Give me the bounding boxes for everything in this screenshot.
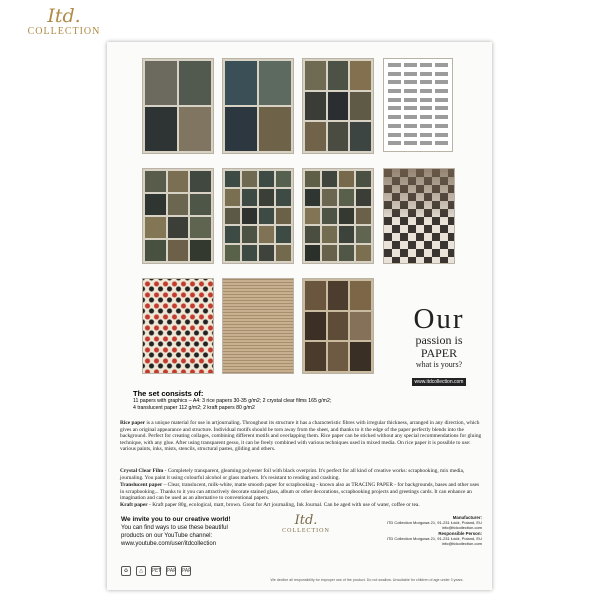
paper-thumb-1: [142, 58, 214, 154]
tagline-url[interactable]: www.itdcollection.com: [412, 378, 467, 386]
paper-thumb-5: [142, 168, 214, 264]
paper-thumb-words: [383, 58, 453, 152]
manufacturer-label: Manufacturer:: [452, 515, 482, 520]
set-line-1: 11 papers with graphics – A4: 3 rice papers 30-35 g/m2; 2 crystal clear films 165 g/m2;: [133, 398, 332, 404]
paper-thumb-checker: [383, 168, 455, 264]
responsible-label: Responsible Person:: [438, 530, 482, 536]
tagline-question: what is yours?: [415, 360, 463, 369]
disclaimer: We decline all responsibility for improper use of the product. Do not swallow. Unsuitable for children of age under 3 years.: [270, 578, 464, 582]
desc-kraft-title: Kraft paper: [120, 502, 148, 508]
desc-translucent-text: – Clear, translucent, milk-white, matte smooth paper for scrapbooking - known also as TRACING PAPER - for backgrounds, bases and other uses in scrapbooking... Thanks to it you can attractively decorate stained glass, album or other decorations, scrapbooking projects and greetings cards. It can enhance an imagination and can be used as an alternative to conventional papers.: [120, 482, 480, 502]
desc-kraft: [120, 502, 482, 509]
brand-word: COLLECTION: [27, 26, 101, 37]
paper-thumb-cards: [142, 278, 214, 374]
manufacturer-email[interactable]: info@itdcollection.com: [441, 525, 482, 531]
tagline-passion: passion is PAPER: [415, 333, 463, 360]
desc-rice-text: is a unique material for use in artjournaling. Throughout its structure it has a characteristic fibres with irregular thickness, arranged in any direction, which gives an original appearance and structure. Individual motifs should be torn away from the sheet, and thanks to it the edge of the paper perfectly blends into the background. Perfect for creating collages, combining different motifs and overlapping them. Rice paper can be sticked without any special recommendations for gluing technique, with any glue. After using transparent gesso, it can be freely combined with various techniques used in mixed media. On rice paper it is possible to use: various paints, inks, mists, stencils, structural pastes, gilding and others.: [120, 420, 482, 453]
desc-kraft-text: - Kraft paper 80g, ecological, matt, brown. Great for Art journaling, Ink Journal. Can be aged with use of water, coffee or tea.: [147, 502, 420, 508]
desc-crystal: [120, 468, 482, 481]
paper-thumb-script: [222, 278, 294, 374]
pet-icon: PET: [152, 568, 162, 574]
desc-crystal-title: Crystal Clear Film: [120, 468, 164, 474]
pap-icon: PAP: [167, 568, 177, 574]
pap-icon-2: PAP: [182, 568, 192, 574]
manufacturer-info: [372, 515, 482, 546]
brand-logo: [14, 6, 114, 38]
desc-crystal-text: - Completely transparent, gleaming polyester foil with black overprint. It's perfect for all kind of creative works: scrapbooking, mix media, journaling. You paint it using colourful alcohol or glass markers. It's resistant to rending and crashing.: [120, 468, 465, 481]
paper-thumb-sepia: [302, 278, 374, 374]
responsible-address: ITD Collection Morgowa 21, 91-231 Łódź, Poland, EU: [386, 535, 482, 541]
paper-thumb-7: [302, 168, 374, 264]
tagline: [398, 304, 480, 388]
invite-line-3: products on our YouTube channel:: [121, 533, 213, 539]
footer-logo: [276, 514, 336, 534]
footer-logo-word: COLLECTION: [282, 528, 330, 534]
set-line-2: 4 translucent paper 112 g/m2; 2 kraft papers 80 g/m2: [133, 404, 255, 411]
warning-icon: △: [136, 566, 146, 576]
desc-rice: [120, 420, 482, 453]
responsible-email[interactable]: info@itdcollection.com: [441, 541, 482, 547]
desc-translucent-title: Translucent paper: [120, 482, 163, 488]
youtube-link[interactable]: www.youtube.com/user/itdcollection: [121, 541, 217, 547]
brand-script: Itd.: [47, 5, 81, 27]
paper-thumb-2: [222, 58, 294, 154]
desc-translucent: [120, 482, 482, 502]
manufacturer-address: ITD Collection Morgowa 21, 91-231 Łódź, Poland, EU: [386, 520, 482, 526]
paper-thumb-3: [302, 58, 374, 154]
set-title: The set consists of:: [133, 389, 204, 398]
footer-logo-script: Itd.: [294, 513, 318, 528]
desc-rice-title: Rice paper: [120, 420, 146, 426]
invite-heading: We invite you to our creative world!: [121, 516, 231, 523]
set-contents: [133, 398, 331, 411]
invite-block: [121, 516, 271, 548]
invite-line-2: You can find ways to use these beautiful: [121, 525, 228, 531]
tagline-our: Our: [413, 303, 465, 335]
recycle-icon: ♻: [121, 566, 131, 576]
recycle-icons: [121, 566, 191, 576]
paper-thumb-6: [222, 168, 294, 264]
